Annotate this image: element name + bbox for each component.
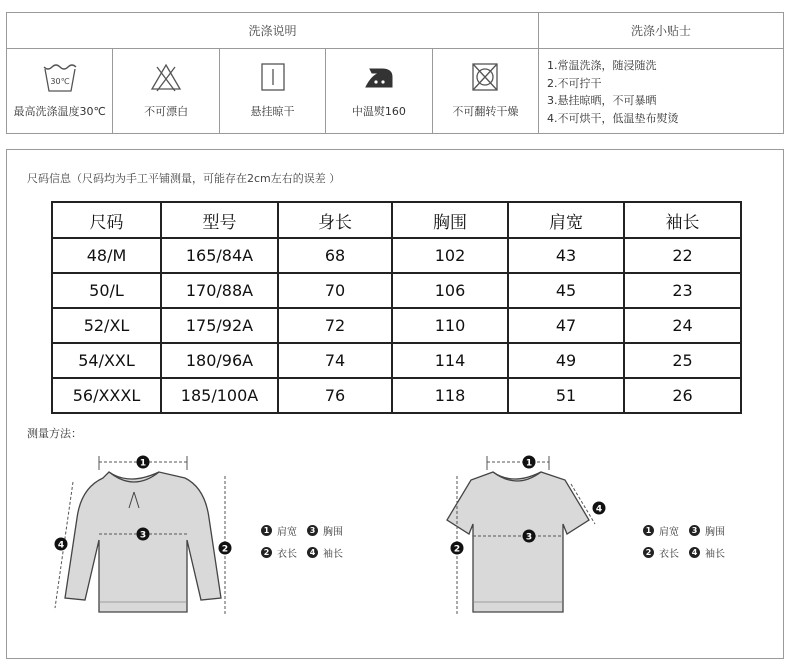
- table-cell: 43: [508, 238, 624, 273]
- care-item-wash: [7, 49, 113, 133]
- legend-num: 1: [643, 525, 654, 536]
- marker-3: 3: [525, 532, 533, 543]
- marker-1: 1: [139, 458, 147, 469]
- table-cell: 26: [624, 378, 741, 413]
- table-cell: 70: [278, 273, 392, 308]
- measure-method-title: 测量方法：: [27, 427, 82, 440]
- wash-tip: 2.不可拧干: [547, 76, 602, 90]
- marker-4: 4: [595, 504, 603, 515]
- care-item-iron: [326, 49, 432, 133]
- care-label-tumble: 不可翻转干燥: [452, 105, 519, 118]
- table-cell: 180/96A: [161, 343, 278, 378]
- legend-num: 4: [689, 547, 700, 558]
- iron-medium-icon: [360, 61, 398, 93]
- table-row: [52, 273, 741, 308]
- table-cell: 50/L: [52, 273, 161, 308]
- marker-2: 2: [221, 544, 229, 555]
- table-cell: 74: [278, 343, 392, 378]
- table-cell: 118: [392, 378, 508, 413]
- header-cell: 胸围: [392, 202, 508, 238]
- care-label-hang: 悬挂晾干: [250, 105, 295, 118]
- tshirt-legend: [643, 519, 735, 563]
- table-cell: 25: [624, 343, 741, 378]
- wash-instructions-title: 洗涤说明: [7, 13, 539, 49]
- table-cell: 49: [508, 343, 624, 378]
- table-cell: 102: [392, 238, 508, 273]
- care-label-wash: 最高洗涤温度30℃: [13, 105, 106, 118]
- hang-dry-icon: [254, 61, 292, 93]
- table-cell: 68: [278, 238, 392, 273]
- legend-label: 肩宽: [277, 526, 297, 538]
- table-cell: 56/XXXL: [52, 378, 161, 413]
- no-bleach-icon: [147, 61, 185, 93]
- care-label-iron: 中温熨160: [351, 105, 406, 118]
- legend-num: 3: [689, 525, 700, 536]
- marker-3: 3: [139, 530, 147, 541]
- size-info-panel: [6, 149, 784, 659]
- table-cell: 51: [508, 378, 624, 413]
- legend-label: 袖长: [323, 548, 343, 560]
- no-tumble-dry-icon: [466, 61, 504, 93]
- table-cell: 170/88A: [161, 273, 278, 308]
- table-cell: 23: [624, 273, 741, 308]
- header-cell: 肩宽: [508, 202, 624, 238]
- legend-num: 4: [307, 547, 318, 558]
- legend-num: 2: [643, 547, 654, 558]
- care-label-bleach: 不可漂白: [144, 105, 189, 118]
- tshirt-diagram: [439, 448, 619, 634]
- size-note: 尺码信息（尺码均为手工平铺测量，可能存在2cm左右的误差 ）: [27, 172, 341, 185]
- table-cell: 165/84A: [161, 238, 278, 273]
- table-cell: 106: [392, 273, 508, 308]
- legend-label: 胸围: [705, 526, 725, 538]
- table-cell: 110: [392, 308, 508, 343]
- table-cell: 47: [508, 308, 624, 343]
- wash-30-icon: [41, 61, 79, 93]
- table-cell: 48/M: [52, 238, 161, 273]
- table-cell: 72: [278, 308, 392, 343]
- table-cell: 22: [624, 238, 741, 273]
- header-cell: 尺码: [52, 202, 161, 238]
- table-cell: 45: [508, 273, 624, 308]
- legend-label: 衣长: [659, 548, 679, 560]
- table-row: [52, 378, 741, 413]
- marker-4: 4: [57, 540, 65, 551]
- care-icons-row: [7, 49, 539, 133]
- wash-tip: 1.常温洗涤，随浸随洗: [547, 59, 657, 72]
- legend-label: 肩宽: [659, 526, 679, 538]
- table-cell: 175/92A: [161, 308, 278, 343]
- marker-2: 2: [453, 544, 461, 555]
- table-cell: 114: [392, 343, 508, 378]
- wash-tips-title: 洗涤小贴士: [539, 13, 783, 49]
- table-cell: 76: [278, 378, 392, 413]
- wash-temp-text: 30℃: [50, 77, 70, 86]
- header-cell: 袖长: [624, 202, 741, 238]
- legend-label: 袖长: [705, 548, 725, 560]
- wash-tip: 3.悬挂晾晒，不可暴晒: [547, 94, 657, 107]
- care-item-tumble: [433, 49, 538, 133]
- header-cell: 型号: [161, 202, 278, 238]
- size-table: [51, 201, 742, 414]
- table-row: [52, 238, 741, 273]
- long-sleeve-legend: [261, 519, 353, 563]
- legend-label: 衣长: [277, 548, 297, 560]
- table-cell: 24: [624, 308, 741, 343]
- wash-tips-list: [547, 57, 779, 127]
- size-table-header: [52, 202, 741, 238]
- marker-1: 1: [525, 458, 533, 469]
- table-cell: 54/XXL: [52, 343, 161, 378]
- table-row: [52, 343, 741, 378]
- wash-care-panel: [6, 12, 784, 134]
- table-cell: 185/100A: [161, 378, 278, 413]
- table-row: [52, 308, 741, 343]
- legend-label: 胸围: [323, 526, 343, 538]
- wash-tip: 4.不可烘干，低温垫布熨烫: [547, 111, 679, 125]
- legend-num: 2: [261, 547, 272, 558]
- header-cell: 身长: [278, 202, 392, 238]
- legend-num: 3: [307, 525, 318, 536]
- care-item-bleach: [113, 49, 219, 133]
- care-item-hang: [220, 49, 326, 133]
- legend-num: 1: [261, 525, 272, 536]
- table-cell: 52/XL: [52, 308, 161, 343]
- long-sleeve-diagram: [37, 448, 252, 634]
